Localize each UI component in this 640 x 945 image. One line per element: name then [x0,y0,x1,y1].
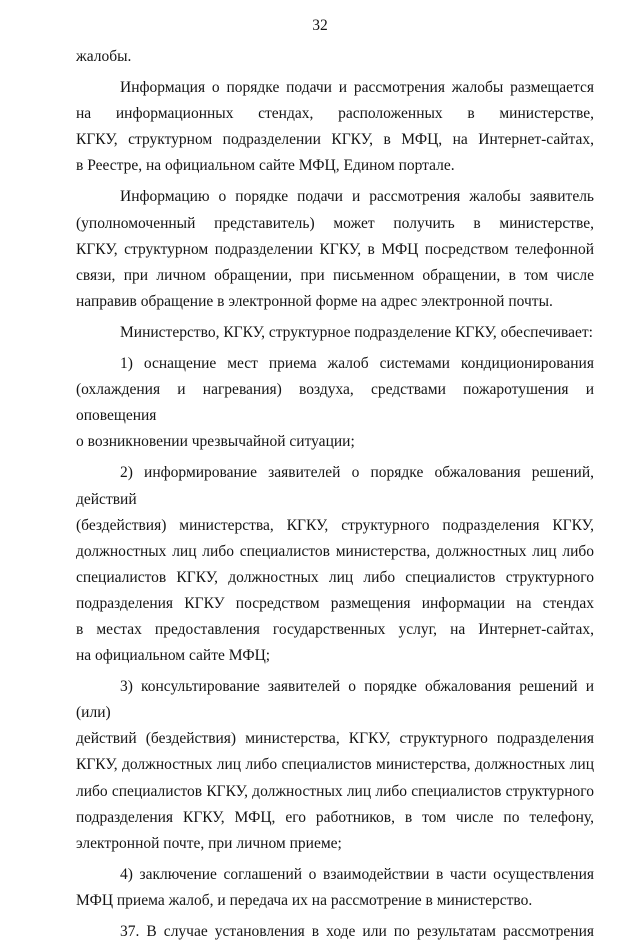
paragraph-line: Информация о порядке подачи и рассмотрения жалобы размещается [120,79,594,97]
page-number: 32 [312,17,328,34]
paragraph-line: 37. В случае установления в ходе или по результатам рассмотрения [120,923,594,940]
paragraph-line: МФЦ приема жалоб, и передача их на рассмотрение в министерство. [76,891,533,909]
paragraph-line: (охлаждения и нагревания) воздуха, средствами пожаротушения и оповещения [76,381,594,425]
paragraph-line: 4) заключение соглашений о взаимодействии в части осуществления [120,865,594,883]
paragraph-line: на официальном сайте МФЦ; [76,647,271,665]
paragraph-line: электронной почте, при личном приеме; [76,834,342,852]
paragraph-line: жалобы. [76,48,132,65]
paragraph-line: КГКУ, должностных лиц либо специалистов министерства, должностных лиц [76,756,594,774]
paragraph-line: 2) информирование заявителей о порядке обжалования решений, действий [76,464,594,508]
paragraph-line: (уполномоченный представитель) может получить в министерстве, [76,214,594,232]
paragraph-line: в местах предоставления государственных услуг, на Интернет-сайтах, [76,620,594,638]
paragraph-line: (бездействия) министерства, КГКУ, структурного подразделения КГКУ, [76,516,594,534]
paragraph-line: либо специалистов КГКУ, должностных лиц либо специалистов структурного [76,782,594,800]
paragraph-line: связи, при личном обращении, при письменном обращении, в том числе [76,266,594,284]
paragraph-line: Министерство, КГКУ, структурное подразделение КГКУ, обеспечивает: [120,323,593,341]
paragraph-line: 1) оснащение мест приема жалоб системами кондиционирования [120,355,594,373]
paragraph-line: подразделения КГКУ посредством размещения информации на стендах [76,594,594,612]
paragraph-line: о возникновении чрезвычайной ситуации; [76,433,355,451]
paragraph-line: на информационных стендах, расположенных в министерстве, [76,105,594,123]
paragraph-line: должностных лиц либо специалистов министерства, должностных лиц либо [76,542,594,560]
paragraph-line: Информацию о порядке подачи и рассмотрения жалобы заявитель [120,188,594,206]
document-body [76,44,594,945]
paragraph-line: 3) консультирование заявителей о порядке обжалования решений и (или) [76,678,594,722]
paragraph-line: в Реестре, на официальном сайте МФЦ, Едином портале. [76,157,455,175]
paragraph-line: направив обращение в электронной форме на адрес электронной почты. [76,292,553,310]
paragraph-line: КГКУ, структурном подразделении КГКУ, в МФЦ посредством телефонной [76,240,594,258]
paragraph-line: действий (бездействия) министерства, КГКУ, структурного подразделения [76,730,594,748]
paragraph-line: специалистов КГКУ, должностных лиц либо специалистов структурного [76,568,594,586]
paragraph-line: подразделения КГКУ, МФЦ, его работников, в том числе по телефону, [76,808,594,826]
paragraph-line: КГКУ, структурном подразделении КГКУ, в МФЦ, на Интернет-сайтах, [76,131,594,149]
